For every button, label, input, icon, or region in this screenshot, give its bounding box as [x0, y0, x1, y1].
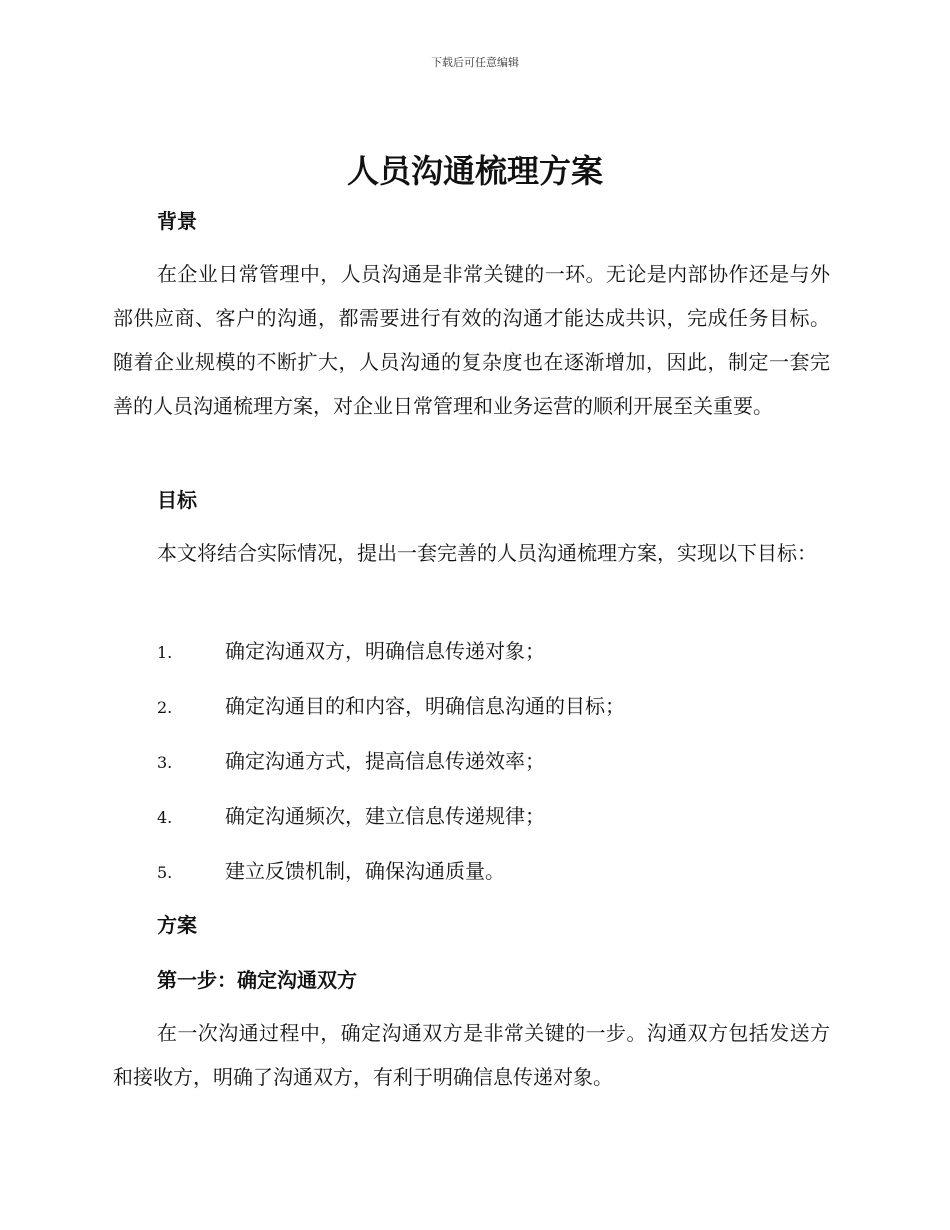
goal-list-item — [157, 691, 625, 721]
section-heading-goals: 目标 — [157, 488, 197, 512]
list-number: 3. — [157, 753, 173, 772]
list-number: 2. — [157, 698, 173, 717]
list-number: 1. — [157, 643, 173, 662]
background-paragraph: 在企业日常管理中，人员沟通是非常关键的一环。无论是内部协作还是与外部供应商、客户的沟通，都需要进行有效的沟通才能达成共识，完成任务目标。随着企业规模的不断扩大，人员沟通的复杂度也在逐渐增加，因此，制定一套完善的人员沟通梳理方案，对企业日常管理和业务运营的顺利开展至关重要。 — [113, 262, 830, 418]
list-number: 5. — [157, 863, 173, 882]
goals-intro-paragraph: 本文将结合实际情况，提出一套完善的人员沟通梳理方案，实现以下目标： — [157, 541, 817, 565]
goal-list-item — [157, 856, 505, 886]
list-number: 4. — [157, 808, 173, 827]
list-text: 确定沟通频次，建立信息传递规律； — [225, 804, 545, 828]
goal-list-item — [157, 746, 545, 776]
goal-list-item — [157, 801, 545, 831]
page-header-note: 下载后可任意编辑 — [431, 56, 519, 69]
list-text: 建立反馈机制，确保沟通质量。 — [225, 859, 505, 883]
step1-paragraph: 在一次沟通过程中，确定沟通双方是非常关键的一步。沟通双方包括发送方和接收方，明确了沟通双方，有利于明确信息传递对象。 — [113, 1021, 830, 1089]
section-heading-background: 背景 — [157, 209, 197, 233]
section-heading-plan: 方案 — [157, 913, 197, 937]
goal-list-item — [157, 636, 545, 666]
step1-heading: 第一步：确定沟通双方 — [157, 968, 357, 992]
list-text: 确定沟通目的和内容，明确信息沟通的目标； — [225, 694, 625, 718]
list-text: 确定沟通方式，提高信息传递效率； — [225, 749, 545, 773]
document-title: 人员沟通梳理方案 — [346, 152, 603, 190]
list-text: 确定沟通双方，明确信息传递对象； — [225, 639, 545, 663]
